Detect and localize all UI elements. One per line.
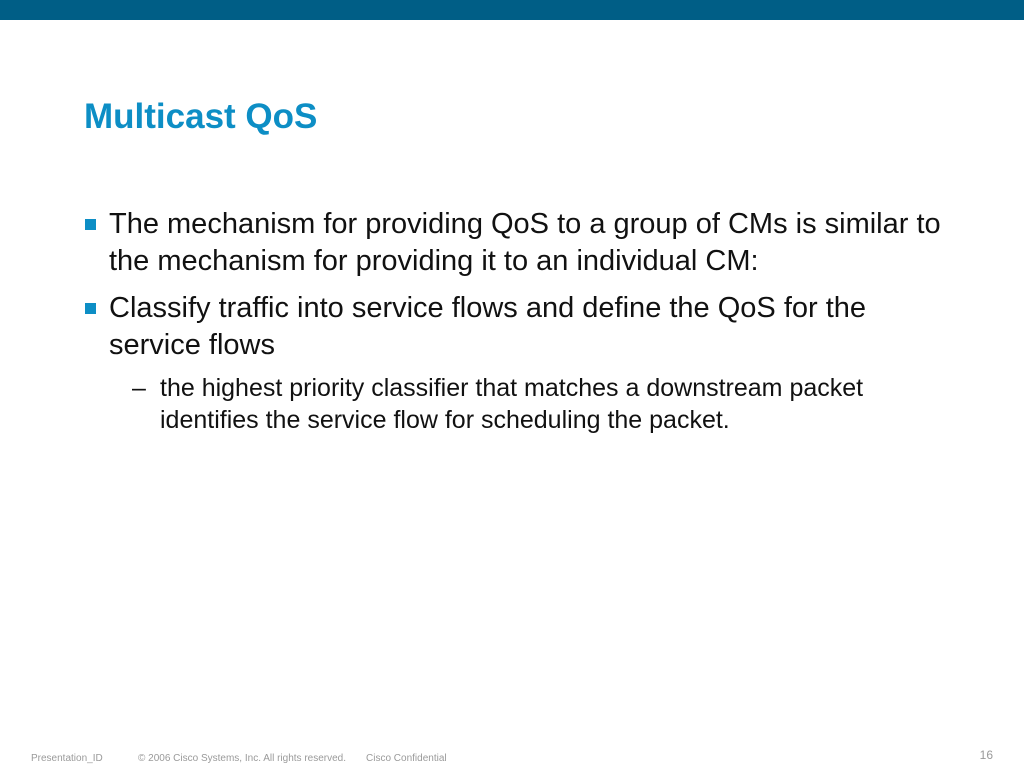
bullet-item <box>84 290 964 364</box>
dash-bullet-icon: – <box>132 374 146 402</box>
header-bar <box>0 0 1024 20</box>
slide-body <box>84 206 964 436</box>
confidential-label: Cisco Confidential <box>366 753 447 764</box>
bullet-text: Classify traffic into service flows and define the QoS for the service flows <box>109 292 867 361</box>
square-bullet-icon <box>85 219 96 230</box>
sub-bullet-text: the highest priority classifier that matches a downstream packet identifies the service flow for scheduling the packet. <box>160 374 864 434</box>
page-number: 16 <box>979 748 993 762</box>
copyright-notice: © 2006 Cisco Systems, Inc. All rights reserved. <box>138 753 347 764</box>
slide-title: Multicast QoS <box>84 97 318 136</box>
sub-bullet-item <box>132 372 920 436</box>
bullet-text: The mechanism for providing QoS to a group of CMs is similar to the mechanism for providing it to an individual CM: <box>109 208 941 277</box>
presentation-id: Presentation_ID <box>31 753 103 764</box>
square-bullet-icon <box>85 303 96 314</box>
bullet-item <box>84 206 964 280</box>
slide-footer <box>0 753 1024 765</box>
